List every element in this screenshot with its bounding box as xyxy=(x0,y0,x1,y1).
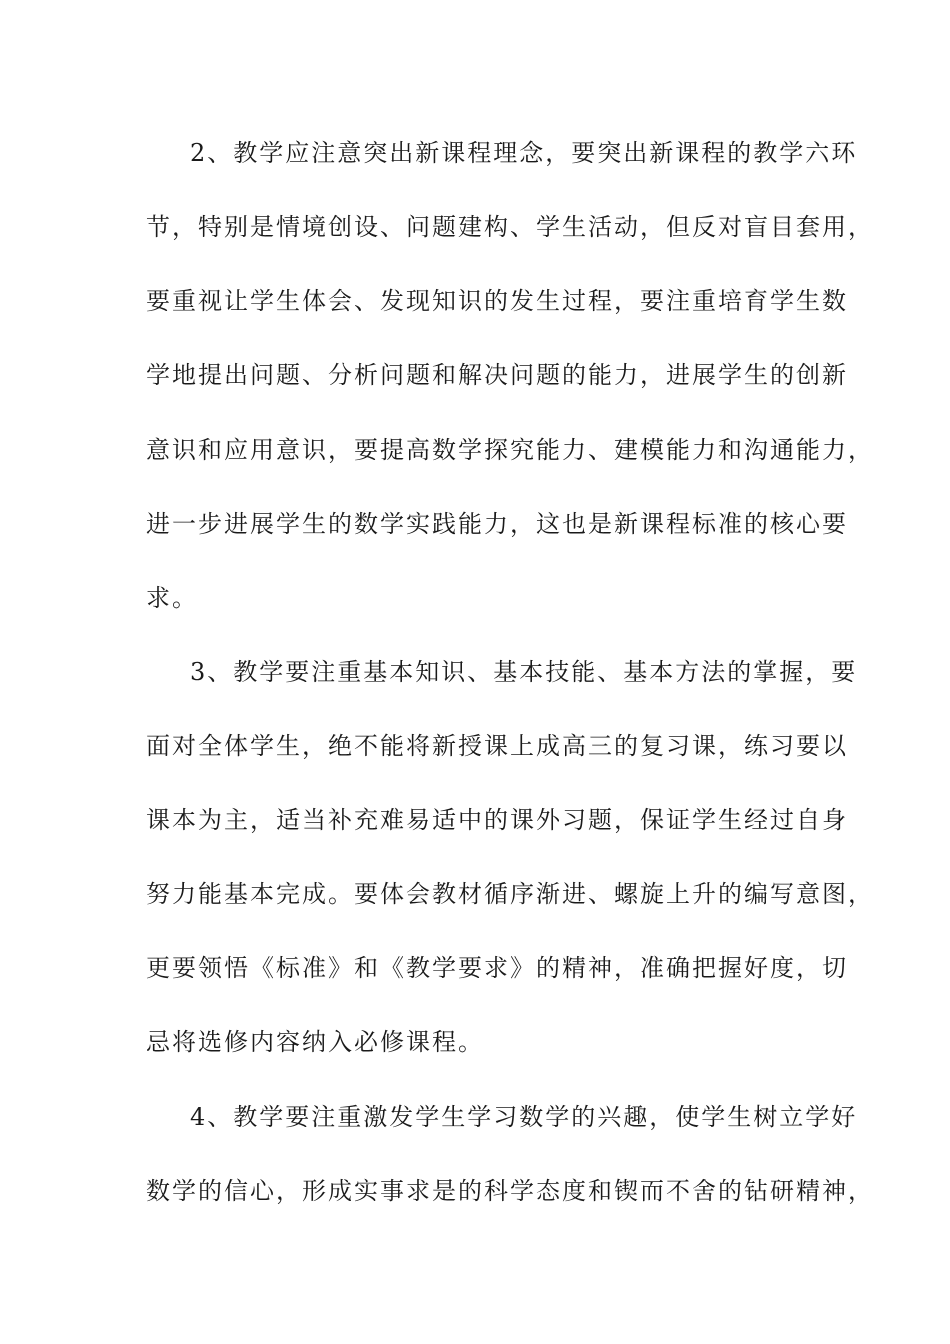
paragraph-2-line-3: 要重视让学生体会、发现知识的发生过程，要注重培育学生数 xyxy=(146,287,848,315)
paragraph-2-line-5: 意识和应用意识，要提高数学探究能力、建模能力和沟通能力， xyxy=(146,436,874,464)
paragraph-2-line-7: 求。 xyxy=(146,584,198,612)
paragraph-3-line-6: 忌将选修内容纳入必修课程。 xyxy=(146,1028,484,1056)
paragraph-4-line-2: 数学的信心，形成实事求是的科学态度和锲而不舍的钻研精神， xyxy=(146,1177,874,1205)
paragraph-2-line-1: 2、教学应注意突出新课程理念，要突出新课程的教学六环 xyxy=(190,139,858,167)
paragraph-3-line-2: 面对全体学生，绝不能将新授课上成高三的复习课，练习要以 xyxy=(146,732,848,760)
paragraph-3-line-5: 更要领悟《标准》和《教学要求》的精神，准确把握好度，切 xyxy=(146,954,848,982)
paragraph-2-line-2: 节，特别是情境创设、问题建构、学生活动，但反对盲目套用， xyxy=(146,213,874,241)
paragraph-2-line-4: 学地提出问题、分析问题和解决问题的能力，进展学生的创新 xyxy=(146,361,848,389)
paragraph-4-line-1: 4、教学要注重激发学生学习数学的兴趣，使学生树立学好 xyxy=(190,1103,858,1131)
paragraph-3-line-4: 努力能基本完成。要体会教材循序渐进、螺旋上升的编写意图， xyxy=(146,880,874,908)
paragraph-2-line-6: 进一步进展学生的数学实践能力，这也是新课程标准的核心要 xyxy=(146,510,848,538)
paragraph-3-line-3: 课本为主，适当补充难易适中的课外习题，保证学生经过自身 xyxy=(146,806,848,834)
paragraph-3-line-1: 3、教学要注重基本知识、基本技能、基本方法的掌握，要 xyxy=(190,658,858,686)
